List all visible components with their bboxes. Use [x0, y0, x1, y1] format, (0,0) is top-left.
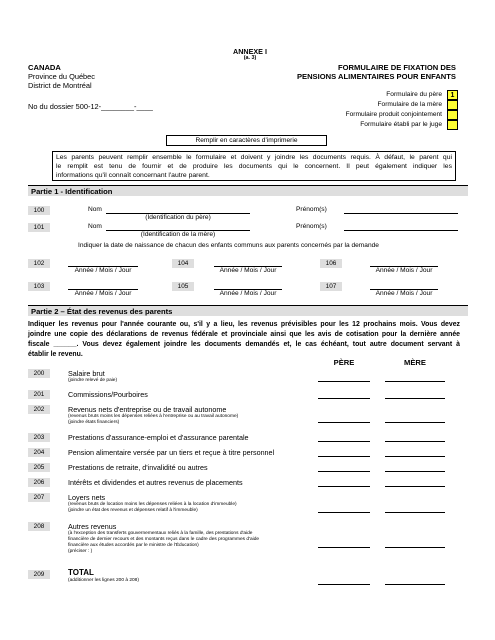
- column-header-mother: MÈRE: [404, 358, 426, 367]
- field-code-100: 100: [28, 206, 50, 215]
- birth-instruction: Indiquer la date de naissance de chacun des enfants communs aux parents concernés par la demande: [78, 242, 379, 249]
- income-note-208d: (préciser : ): [68, 549, 93, 554]
- province-label: Province du Québec: [28, 72, 95, 81]
- income-code-205: 205: [28, 463, 50, 472]
- child-102-date-input[interactable]: [68, 259, 138, 267]
- intro-line2: le remplit est tenu de fournir et de produire les documents qui le concernent. Il peut également indiquer les: [56, 163, 452, 170]
- child-104-caption: Année / Mois / Jour: [219, 267, 277, 274]
- filler-judge-label: Formulaire établi par le juge: [360, 121, 442, 128]
- mother-nom-input[interactable]: [106, 223, 250, 231]
- income-202-mother-input[interactable]: [385, 415, 445, 423]
- intro-line1: Les parents peuvent remplir ensemble le formulaire et doivent y joindre les documents requis. À défaut, le parent qui: [56, 154, 452, 161]
- income-note-208a: (à l'exception des transferts gouvernementaux reliés à la famille, des prestations d'aide: [68, 531, 253, 536]
- print-note: Remplir en caractères d'imprimerie: [166, 135, 327, 146]
- mother-prenom-label: Prénom(s): [296, 223, 327, 230]
- child-code-106: 106: [320, 259, 342, 268]
- income-code-204: 204: [28, 448, 50, 457]
- income-note-202a: (revenus bruts moins les dépenses reliées à l'entreprise ou au travail autonome): [68, 414, 239, 419]
- district-label: District de Montréal: [28, 81, 92, 90]
- annex-title: ANNEXE I: [233, 47, 267, 56]
- income-label-206: Intérêts et dividendes et autres revenus de placements: [68, 478, 243, 487]
- income-209-father-input[interactable]: [318, 577, 370, 585]
- income-204-father-input[interactable]: [318, 449, 370, 457]
- income-note-209: (additionner les lignes 200 à 208): [68, 578, 139, 583]
- intro-box: [52, 151, 456, 181]
- child-106-caption: Année / Mois / Jour: [375, 267, 433, 274]
- part2-instruction-line1: Indiquer les revenus pour l'année courante ou, s'il y a lieu, les revenus prévisibles pour les 12 prochains mois. Vous devez: [28, 321, 460, 328]
- field-code-101: 101: [28, 223, 50, 232]
- income-203-father-input[interactable]: [318, 434, 370, 442]
- child-103-caption: Année / Mois / Jour: [74, 290, 132, 297]
- filler-judge-checkbox[interactable]: [447, 120, 458, 130]
- column-header-father: PÈRE: [333, 358, 355, 367]
- income-label-200: Salaire brut: [68, 369, 105, 378]
- income-code-206: 206: [28, 478, 50, 487]
- filler-father-label: Formulaire du père: [386, 91, 442, 98]
- income-label-203: Prestations d'assurance-emploi et d'assurance parentale: [68, 433, 249, 442]
- income-204-mother-input[interactable]: [385, 449, 445, 457]
- child-code-103: 103: [28, 282, 50, 291]
- income-label-205: Prestations de retraite, d'invalidité ou autres: [68, 463, 208, 472]
- father-nom-label: Nom: [88, 206, 102, 213]
- filler-joint-label: Formulaire produit conjointement: [345, 111, 442, 118]
- child-code-102: 102: [28, 259, 50, 268]
- income-label-204: Pension alimentaire versée par un tiers et reçue à titre personnel: [68, 448, 275, 457]
- income-code-209: 209: [28, 570, 50, 579]
- income-code-208: 208: [28, 522, 50, 531]
- father-nom-input[interactable]: [106, 206, 250, 214]
- mother-nom-label: Nom: [88, 223, 102, 230]
- income-209-mother-input[interactable]: [385, 577, 445, 585]
- part1-header: Partie 1 - Identification: [28, 185, 468, 196]
- income-201-mother-input[interactable]: [385, 391, 445, 399]
- filler-mother-label: Formulaire de la mère: [377, 101, 442, 108]
- part2-header: Partie 2 – État des revenus des parents: [28, 305, 468, 316]
- child-106-date-input[interactable]: [370, 259, 438, 267]
- income-206-father-input[interactable]: [318, 479, 370, 487]
- form-title-line2: PENSIONS ALIMENTAIRES POUR ENFANTS: [296, 72, 456, 81]
- income-label-202: Revenus nets d'entreprise ou de travail autonome: [68, 405, 227, 414]
- child-103-date-input[interactable]: [68, 282, 138, 290]
- mother-caption: (Identification de la mère): [140, 231, 216, 238]
- intro-line3: informations qu'il connaît concernant l'autre parent.: [56, 172, 210, 179]
- child-code-104: 104: [172, 259, 194, 268]
- child-107-caption: Année / Mois / Jour: [375, 290, 433, 297]
- income-202-father-input[interactable]: [318, 415, 370, 423]
- form-title-line1: FORMULAIRE DE FIXATION DES: [338, 63, 456, 72]
- income-207-mother-input[interactable]: [385, 505, 445, 513]
- child-code-105: 105: [172, 282, 194, 291]
- child-105-caption: Année / Mois / Jour: [219, 290, 277, 297]
- child-107-date-input[interactable]: [370, 282, 438, 290]
- income-label-209: TOTAL: [68, 568, 94, 577]
- income-code-202: 202: [28, 405, 50, 414]
- income-200-mother-input[interactable]: [385, 374, 445, 382]
- part2-instruction-line2: joindre une copie des déclarations de revenus fédérale et provinciale ainsi que les avis de cotisation pour la dernière année: [28, 331, 460, 338]
- country-label: CANADA: [28, 63, 61, 72]
- income-205-mother-input[interactable]: [385, 464, 445, 472]
- income-208-mother-input[interactable]: [385, 540, 445, 548]
- income-201-father-input[interactable]: [318, 391, 370, 399]
- income-203-mother-input[interactable]: [385, 434, 445, 442]
- part2-instructions: [28, 320, 460, 360]
- income-200-father-input[interactable]: [318, 374, 370, 382]
- income-208-father-input[interactable]: [318, 540, 370, 548]
- child-105-date-input[interactable]: [214, 282, 282, 290]
- income-206-mother-input[interactable]: [385, 479, 445, 487]
- income-label-208: Autres revenus: [68, 522, 117, 531]
- income-note-208c: financière aux études accordés par le ministre de l'Éducation): [68, 543, 199, 548]
- part2-instruction-line4: établir le revenu.: [28, 351, 83, 358]
- part2-instruction-line3: fiscale ______. Vous devez également joindre les documents demandés et, le cas échéant, tout autre document servant à: [28, 341, 460, 348]
- income-label-201: Commissions/Pourboires: [68, 390, 148, 399]
- income-note-207b: (joindre un état des revenus et dépenses relatif à l'immeuble): [68, 508, 198, 513]
- income-207-father-input[interactable]: [318, 505, 370, 513]
- income-note-208b: financière de dernier recours et des montants reçus dans le cadre des programmes d'aide: [68, 537, 260, 542]
- dossier-number[interactable]: No du dossier 500-12-________-____: [28, 102, 153, 111]
- child-102-caption: Année / Mois / Jour: [74, 267, 132, 274]
- income-code-207: 207: [28, 493, 50, 502]
- income-label-207: Loyers nets: [68, 493, 106, 502]
- income-code-200: 200: [28, 369, 50, 378]
- filler-joint-checkbox[interactable]: [447, 110, 458, 120]
- mother-prenom-input[interactable]: [344, 223, 458, 231]
- annex-subtitle: (a. 3): [243, 55, 257, 61]
- father-caption: (Identification du père): [145, 214, 211, 221]
- income-note-202b: (joindre états financiers): [68, 420, 120, 425]
- income-note-200: (joindre relevé de paie): [68, 378, 118, 383]
- child-104-date-input[interactable]: [214, 259, 282, 267]
- income-note-207a: (revenus bruts de location moins les dépenses reliées à la location d'immeuble): [68, 502, 237, 507]
- father-prenom-input[interactable]: [344, 206, 458, 214]
- filler-father-checkbox[interactable]: 1: [447, 90, 458, 100]
- father-prenom-label: Prénom(s): [296, 206, 327, 213]
- filler-mother-checkbox[interactable]: [447, 100, 458, 110]
- income-205-father-input[interactable]: [318, 464, 370, 472]
- income-code-201: 201: [28, 390, 50, 399]
- child-code-107: 107: [320, 282, 342, 291]
- income-code-203: 203: [28, 433, 50, 442]
